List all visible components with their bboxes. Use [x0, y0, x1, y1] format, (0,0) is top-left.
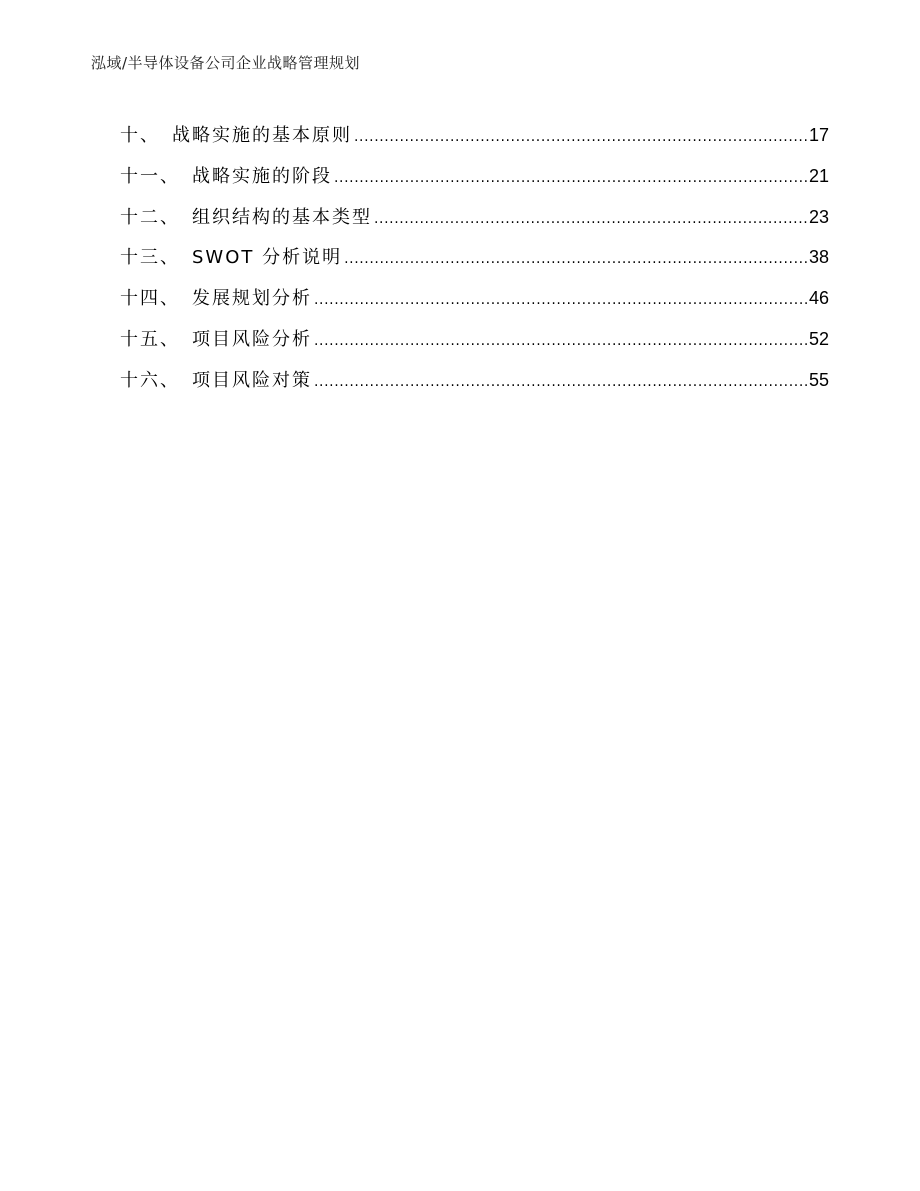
- toc-dot-leader: [354, 129, 807, 145]
- toc-dot-leader: [314, 333, 807, 349]
- toc-entry-page: 46: [808, 288, 829, 309]
- header-text: 泓域/半导体设备公司企业战略管理规划: [91, 54, 361, 72]
- toc-entry-number: 十四、: [120, 288, 180, 310]
- toc-entry-number: 十五、: [120, 328, 180, 350]
- toc-entry-number: 十、: [120, 125, 160, 146]
- header-divider: [91, 79, 830, 80]
- table-of-contents: [120, 121, 829, 407]
- toc-entry-number: 十二、: [120, 206, 180, 228]
- toc-entry-number: 十六、: [120, 369, 180, 391]
- toc-entry-title: 战略实施的阶段: [192, 165, 332, 187]
- toc-entry-title: 项目风险分析: [192, 328, 312, 350]
- toc-entry[interactable]: [120, 121, 829, 162]
- toc-entry-page: 21: [808, 165, 829, 186]
- toc-entry-title: SWOT 分析说明: [192, 247, 343, 269]
- toc-entry-title: 战略实施的基本原则: [172, 125, 352, 146]
- toc-dot-leader: [344, 251, 807, 267]
- toc-entry-title: 组织结构的基本类型: [192, 206, 372, 228]
- toc-entry[interactable]: [120, 243, 829, 284]
- toc-entry-page: 17: [808, 125, 829, 145]
- toc-entry[interactable]: [120, 162, 829, 203]
- toc-entry-page: 52: [808, 328, 829, 349]
- toc-entry[interactable]: [120, 366, 829, 407]
- toc-dot-leader: [334, 170, 807, 186]
- toc-entry-title: 项目风险对策: [192, 369, 312, 391]
- toc-dot-leader: [314, 292, 807, 308]
- toc-entry[interactable]: [120, 325, 829, 366]
- toc-entry-number: 十三、: [120, 247, 180, 269]
- toc-dot-leader: [314, 374, 807, 390]
- toc-entry-page: 38: [808, 247, 829, 268]
- toc-entry-number: 十一、: [120, 165, 180, 187]
- toc-entry[interactable]: [120, 284, 829, 325]
- toc-dot-leader: [374, 211, 807, 227]
- toc-entry[interactable]: [120, 203, 829, 244]
- toc-entry-title: 发展规划分析: [192, 288, 312, 310]
- toc-entry-page: 55: [808, 369, 829, 390]
- page-header: [91, 52, 831, 73]
- toc-entry-page: 23: [808, 206, 829, 227]
